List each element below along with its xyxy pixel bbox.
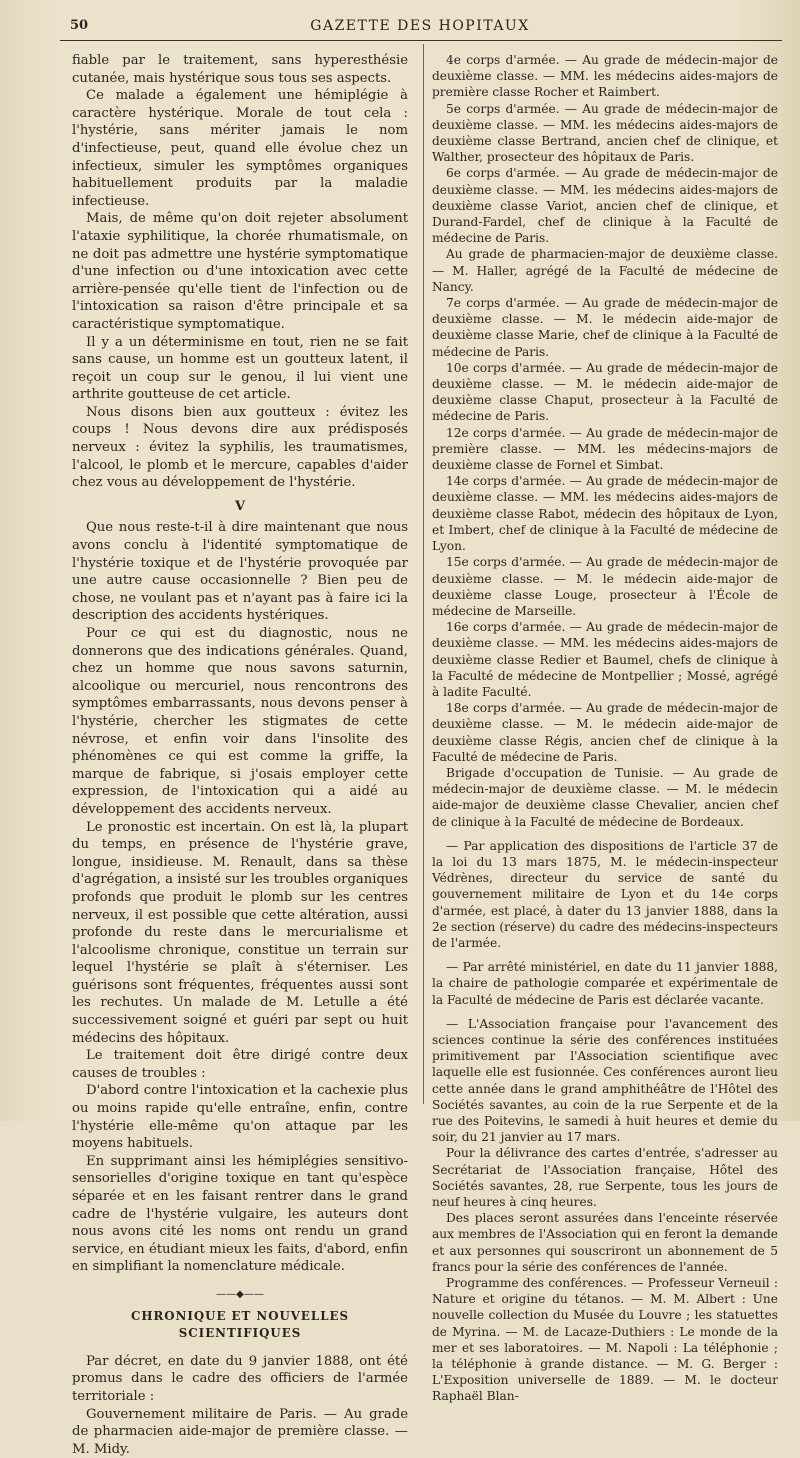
paragraph: Que nous reste-t-il à dire maintenant que nous avons conclu à l'identité symptomatique de l'hystérie toxique et de l'hystérie provoquée par une autre cause occasionnelle ? Bien peu de chose, ne voulant pas et n'ayant pas à faire ici la description des accidents hystériques. [72,520,408,624]
spacer [432,1008,778,1016]
paragraph: Brigade d'occupation de Tunisie. — Au grade de médecin-major de deuxième classe. — M. le médecin aide-major de deuxième classe Chevalier, ancien chef de clinique à la Faculté de médecine de Bordeaux. [432,765,778,829]
paragraph: Par décret, en date du 9 janvier 1888, ont été promus dans le cadre des officiers de l'armée territoriale : [72,1353,408,1404]
paragraph: 7e corps d'armée. — Au grade de médecin-major de deuxième classe. — M. le médecin aide-major de deuxième classe Marie, chef de clinique à la Faculté de médecine de Paris. [432,296,778,359]
paragraph: Mais, de même qu'on doit rejeter absolument l'ataxie syphilitique, la chorée rhumatismale, on ne doit pas admettre une hystérie symptomatique d'une infection ou d'une intoxication avec cette arrière-pensée qu'elle tient de l'infection ou de l'intoxication sa raison d'être principale et sa caractéristique symptomatique. [72,211,408,332]
paragraph: — Par application des dispositions de l'article 37 de la loi du 13 mars 1875, M. le médecin-inspecteur Védrènes, directeur du service de santé du gouvernement militaire de Lyon et du 14e corps d'armée, est placé, à dater du 13 janvier 1888, dans la 2e section (réserve) du cadre des médecins-inspecteurs de l'armée. [432,838,778,950]
paragraph: Le pronostic est incertain. On est là, la plupart du temps, en présence de l'hystérie grave, longue, insidieuse. M. Renault, dans sa thèse d'agrégation, a insisté sur les troubles organiques profonds que produit le plomb sur les centres nerveux, il est possible que cette altération, aussi profonde du reste dans le mercurialisme et l'alcoolisme chronique, constitue un terrain sur lequel l'hystérie se plaît à s'éterniser. Les guérisons sont fréquentes, fréquentes aussi sont les rechutes. Un malade de M. Letulle a été successivement soigné et guéri par sept ou huit médecins des hôpitaux. [72,819,408,1046]
section-numeral: V [234,498,246,514]
right-column [432,52,778,1405]
paragraph: 18e corps d'armée. — Au grade de médecin-major de deuxième classe. — M. le médecin aide-major de deuxième classe Régis, ancien chef de clinique à la Faculté de médecine de Paris. [432,701,778,764]
paragraph: — L'Association française pour l'avancement des sciences continue la série des conférences instituées primitivement par l'Association scientifique avec laquelle elle est fusionnée. Ces conférences auront lieu cette année dans le grand amphithéâtre de l'Hôtel des Sociétés savantes, au coin de la rue Serpente et de la rue des Poitevins, le samedi à huit heures et demie du soir, du 21 janvier au 17 mars. [432,1016,778,1145]
paragraph: Nous disons bien aux goutteux : évitez les coups ! Nous devons dire aux prédisposés nerveux : évitez la syphilis, les traumatismes, l'alcool, le plomb et le mercure, capables d'aider chez vous au développement de l'hystérie. [72,404,408,491]
left-column [72,52,408,1458]
page-number: 50 [70,18,89,33]
paragraph: 4e corps d'armée. — Au grade de médecin-major de deuxième classe. — MM. les médecins aides-majors de première classe Rocher et Raimbert. [432,53,778,100]
paragraph: 5e corps d'armée. — Au grade de médecin-major de deuxième classe. — MM. les médecins aides-majors de deuxième classe Bertrand, ancien chef de clinique, et Walther, prosecteur des hôpitaux de Paris. [432,101,778,165]
paragraph: 12e corps d'armée. — Au grade de médecin-major de première classe. — MM. les médecins-majors de deuxième classe de Fornel et Simbat. [432,425,778,473]
ornament-divider: ——◆—— [216,1288,264,1300]
column-divider [423,44,424,1104]
paragraph: 15e corps d'armée. — Au grade de médecin-major de deuxième classe. — M. le médecin aide-major de deuxième classe Louge, prosecteur à l'École de médecine de Marseille. [432,555,778,618]
paragraph: 16e corps d'armée. — Au grade de médecin-major de deuxième classe. — MM. les médecins aides-majors de deuxième classe Redier et Baumel, chefs de clinique à la Faculté de médecine de Montpellier ; Mossé, agrégé à ladite Faculté. [432,620,778,699]
paragraph: Des places seront assurées dans l'enceinte réservée aux membres de l'Association qui en feront la demande et aux personnes qui souscriront un abonnement de 5 francs pour la série des conférences de l'année. [432,1211,778,1274]
paragraph: Gouvernement militaire de Paris. — Au grade de pharmacien aide-major de première classe. — M. Midy. [72,1406,408,1457]
spacer [432,830,778,838]
paragraph: Il y a un déterminisme en tout, rien ne se fait sans cause, un homme est un goutteux latent, il reçoit un coup sur le genou, il lui vient une arthrite goutteuse de cet article. [72,334,408,403]
paragraph: — Par arrêté ministériel, en date du 11 janvier 1888, la chaire de pathologie comparée et expérimentale de la Faculté de médecine de Paris est déclarée vacante. [432,960,778,1007]
paragraph: Programme des conférences. — Professeur Verneuil : Nature et origine du tétanos. — M. M. Albert : Une nouvelle collection du Musée du Louvre ; les statuettes de Myrina. — M. de Lacaze-Duthiers : Le monde de la mer et ses laboratoires. — M. Napoli : La téléphonie ; la téléphonie à grande distance. — M. G. Berger : L'Exposition universelle de 1889. — M. le docteur Raphaël Blan- [432,1276,778,1404]
paragraph: fiable par le traitement, sans hyperesthésie cutanée, mais hystérique sous tous ses aspects. [72,53,408,86]
paragraph: Ce malade a également une hémiplégie à caractère hystérique. Morale de tout cela : l'hystérie, sans mériter jamais le nom d'infectieuse, peut, quand elle évolue chez un infectieux, simuler les symptômes organiques habituellement produits par la maladie infectieuse. [72,88,408,209]
paragraph: 6e corps d'armée. — Au grade de médecin-major de deuxième classe. — MM. les médecins aides-majors de deuxième classe Variot, ancien chef de clinique, et Durand-Fardel, chef de clinique à la Faculté de médecine de Paris. [432,166,778,246]
paragraph: Pour la délivrance des cartes d'entrée, s'adresser au Secrétariat de l'Association française, Hôtel des Sociétés savantes, 28, rue Serpente, tous les jours de neuf heures à cinq heures. [432,1146,778,1210]
running-title: GAZETTE DES HOPITAUX [310,18,530,34]
header-rule [60,40,782,41]
page-header [60,16,780,40]
paragraph: En supprimant ainsi les hémiplégies sensitivo-sensorielles d'origine toxique en tant qu'espèce séparée et en les faisant rentrer dans le grand cadre de l'hystérie vulgaire, les auteurs dont nous avons cité les noms ont rendu un grand service, en étudiant mieux les faits, d'abord, enfin en simplifiant la nomenclature médicale. [72,1153,408,1275]
spacer [432,951,778,959]
paragraph: Pour ce qui est du diagnostic, nous ne donnerons que des indications générales. Quand, chez un homme que nous savons saturnin, alcoolique ou mercuriel, nous rencontrons des symptômes embarrassants, nous devons penser à l'hystérie, chercher les stigmates de cette névrose, et enfin voir dans l'insolite des phénomènes ce qui est comme la griffe, la marque de fabrique, si j'osais employer cette expression, de l'intoxication qui a aidé au développement des accidents nerveux. [72,626,408,817]
paragraph: Le traitement doit être dirigé contre deux causes de troubles : [72,1048,408,1081]
paragraph: 14e corps d'armée. — Au grade de médecin-major de deuxième classe. — MM. les médecins aides-majors de deuxième classe Rabot, médecin des hôpitaux de Lyon, et Imbert, chef de clinique à la Faculté de médecine de Lyon. [432,474,778,554]
paragraph: Au grade de pharmacien-major de deuxième classe. — M. Haller, agrégé de la Faculté de médecine de Nancy. [432,247,778,294]
paragraph: D'abord contre l'intoxication et la cachexie plus ou moins rapide qu'elle entraîne, enfin, contre l'hystérie elle-même qu'on attaque par les moyens habituels. [72,1083,408,1152]
chronicle-title: CHRONIQUE ET NOUVELLES SCIENTIFIQUES [130,1308,350,1341]
paragraph: 10e corps d'armée. — Au grade de médecin-major de deuxième classe. — M. le médecin aide-major de deuxième classe Chaput, prosecteur à la Faculté de médecine de Paris. [432,360,778,424]
